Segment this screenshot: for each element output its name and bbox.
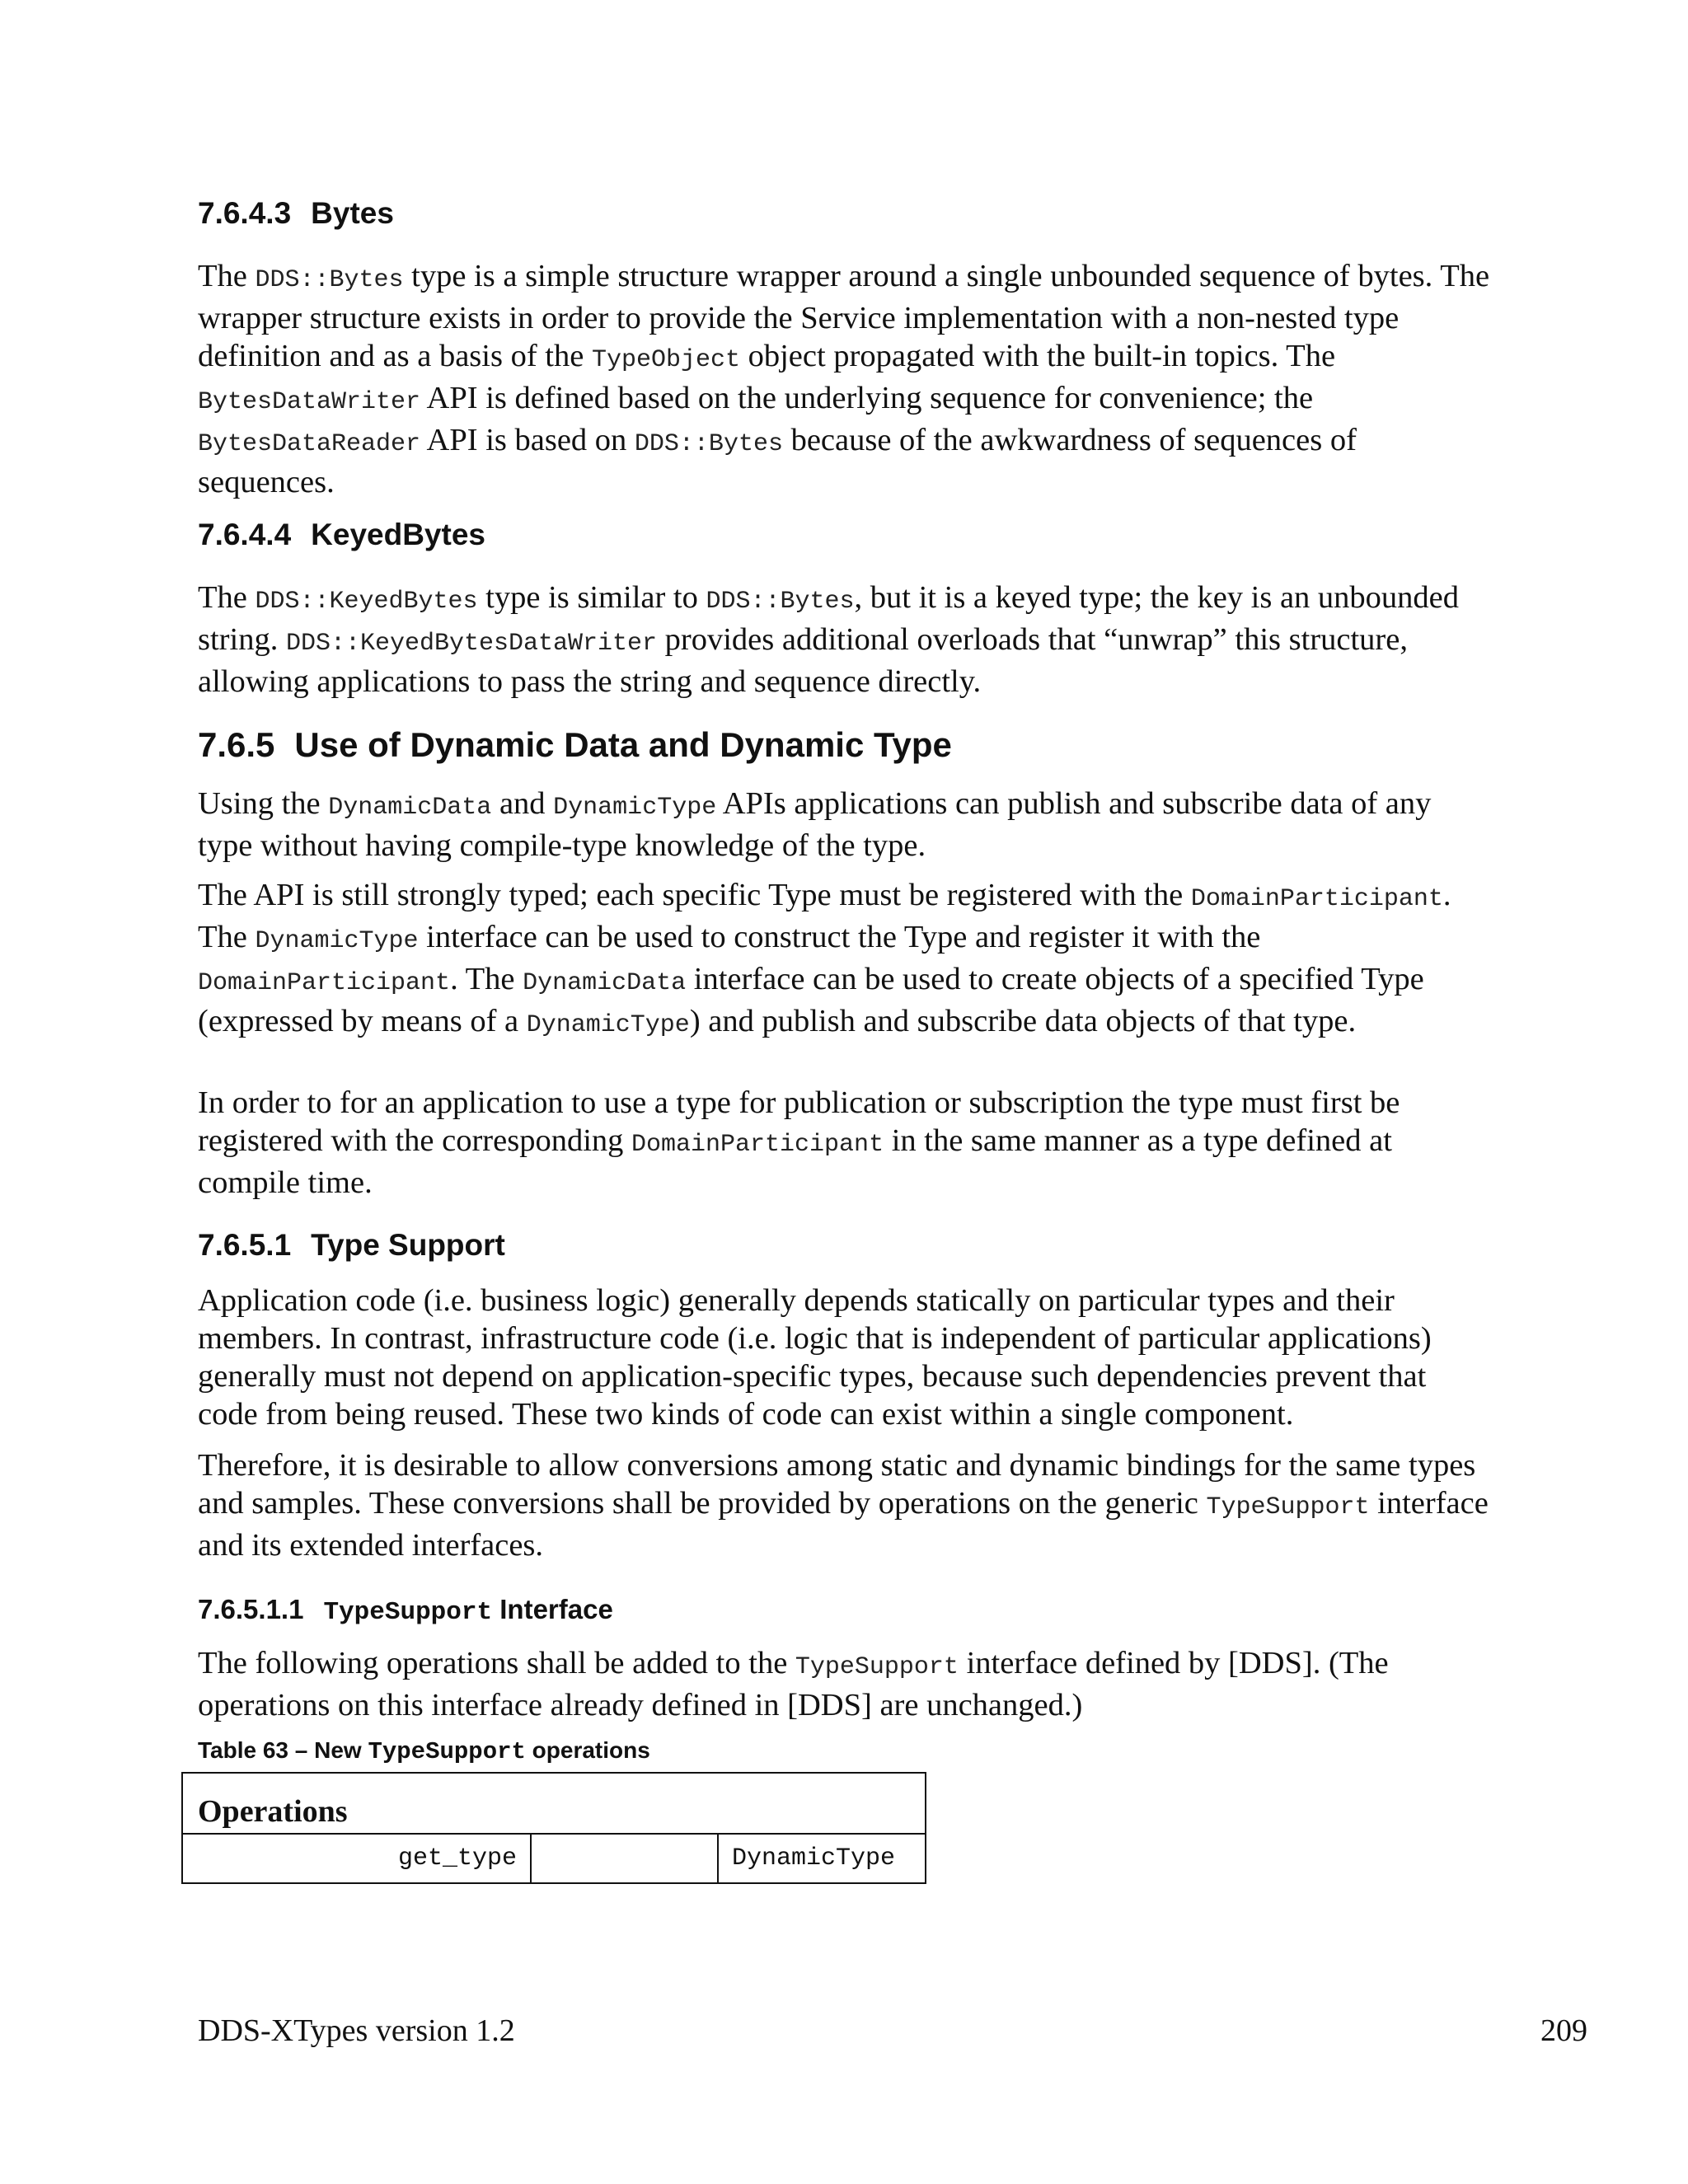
- section-title: Bytes: [311, 196, 394, 230]
- table-caption: [198, 1737, 650, 1765]
- text: The following operations shall be added to the: [198, 1646, 795, 1680]
- code-ref: DDS::Bytes: [634, 430, 783, 458]
- paragraph-dynamic-1: [198, 785, 1492, 865]
- paragraph-dynamic-3: [198, 1084, 1492, 1202]
- section-title: Use of Dynamic Data and Dynamic Type: [294, 725, 952, 764]
- text: , but it is a keyed type; the key is an unbounded string.: [198, 580, 1460, 657]
- text: . The: [198, 878, 1451, 954]
- text: interface and its extended interfaces.: [198, 1486, 1489, 1563]
- text: Application code (i.e. business logic) generally depends statically on particular types and their members. In contrast, infrastructure code (i.e. logic that is independent of particular applications) generally must not depend on application-specific types, because such dependencies prevent that code from being reused. These two kinds of code can exist within a single component.: [198, 1283, 1432, 1432]
- operation-name-cell: get_type: [182, 1834, 531, 1883]
- heading-7-6-5: [198, 725, 952, 765]
- paragraph-typesupport-interface: [198, 1644, 1492, 1724]
- text: type is a simple structure wrapper around a single unbounded sequence of bytes. The wrapper structure exists in order to provide the Service implementation with a non-nested type definition and as a basis of the: [198, 259, 1490, 373]
- code-ref: DDS::KeyedBytesDataWriter: [285, 630, 658, 658]
- footer-page-number: 209: [1540, 2013, 1587, 2048]
- operations-table: [181, 1772, 926, 1884]
- table-header: Operations: [198, 1794, 348, 1829]
- table-header-cell: [182, 1773, 926, 1834]
- section-number: 7.6.5.1.1: [198, 1594, 304, 1624]
- table-row: [182, 1834, 926, 1883]
- text: interface can be used to create objects of a specified Type (expressed by means of a: [198, 962, 1424, 1038]
- code-ref: TypeObject: [591, 346, 740, 374]
- text: In order to for an application to use a type for publication or subscription the type must first be registered with the corresponding: [198, 1085, 1400, 1158]
- code-ref: DomainParticipant: [631, 1131, 884, 1159]
- text: . The: [450, 962, 523, 996]
- section-title-code: TypeSupport: [323, 1598, 493, 1627]
- section-title: Interface: [492, 1594, 613, 1624]
- code-ref: DomainParticipant: [1190, 885, 1443, 913]
- section-number: 7.6.4.4: [198, 518, 292, 551]
- operation-return-type-cell: DynamicType: [718, 1834, 926, 1883]
- text: ) and publish and subscribe data objects of that type.: [689, 1004, 1357, 1038]
- paragraph-typesupport-2: [198, 1446, 1492, 1564]
- heading-7-6-5-1-1: [198, 1594, 613, 1627]
- section-number: 7.6.5: [198, 725, 275, 764]
- text: Therefore, it is desirable to allow conversions among static and dynamic bindings for the same types and samples. These conversions shall be provided by operations on the generic: [198, 1448, 1476, 1521]
- text: interface can be used to construct the Type and register it with the: [418, 920, 1261, 954]
- paragraph-dynamic-2: [198, 876, 1492, 1044]
- section-number: 7.6.4.3: [198, 196, 292, 230]
- code-ref: TypeSupport: [1206, 1493, 1370, 1521]
- code-ref: DDS::KeyedBytes: [255, 588, 478, 616]
- footer-doc-title: DDS-XTypes version 1.2: [198, 2013, 515, 2048]
- text: API is defined based on the underlying sequence for convenience; the: [420, 381, 1314, 415]
- code-ref: BytesDataReader: [198, 430, 421, 458]
- text: The: [198, 259, 256, 293]
- heading-7-6-5-1: [198, 1228, 505, 1263]
- code-ref: TypeSupport: [795, 1653, 959, 1681]
- text: The: [198, 580, 256, 615]
- text: API is based on: [420, 423, 635, 457]
- text: object propagated with the built-in topics. The: [739, 339, 1336, 373]
- code-ref: BytesDataWriter: [198, 388, 421, 416]
- paragraph-typesupport-1: [198, 1282, 1492, 1433]
- code-ref: DomainParticipant: [198, 969, 451, 997]
- section-number: 7.6.5.1: [198, 1228, 292, 1262]
- heading-7-6-4-3: [198, 196, 394, 231]
- paragraph-bytes: [198, 257, 1492, 501]
- code-ref: DynamicType: [526, 1011, 690, 1039]
- text: because of the awkwardness of sequences of sequences.: [198, 423, 1357, 499]
- text: Using the: [198, 786, 329, 821]
- caption-code: TypeSupport: [368, 1738, 526, 1765]
- paragraph-keyedbytes: [198, 579, 1492, 701]
- operation-param-cell: [531, 1834, 718, 1883]
- code-ref: DynamicData: [328, 794, 492, 822]
- code-ref: DynamicType: [255, 927, 419, 955]
- code-ref: DDS::Bytes: [706, 588, 855, 616]
- caption-text: Table 63 – New: [198, 1737, 368, 1763]
- text: type is similar to: [477, 580, 706, 615]
- code-ref: DynamicData: [523, 969, 687, 997]
- text: APIs applications can publish and subscribe data of any type without having compile-type knowledge of the type.: [198, 786, 1432, 863]
- text: The API is still strongly typed; each specific Type must be registered with the: [198, 878, 1191, 912]
- text: and: [491, 786, 554, 821]
- section-title: KeyedBytes: [311, 518, 485, 551]
- code-ref: DDS::Bytes: [255, 266, 404, 294]
- text: in the same manner as a type defined at compile time.: [198, 1123, 1392, 1200]
- heading-7-6-4-4: [198, 518, 485, 552]
- caption-text: operations: [525, 1737, 650, 1763]
- code-ref: DynamicType: [553, 794, 717, 822]
- section-title: Type Support: [311, 1228, 505, 1262]
- text: interface defined by [DDS]. (The operations on this interface already defined in [DDS] are unchanged.): [198, 1646, 1389, 1722]
- text: provides additional overloads that “unwrap” this structure, allowing applications to pass the string and sequence directly.: [198, 622, 1408, 699]
